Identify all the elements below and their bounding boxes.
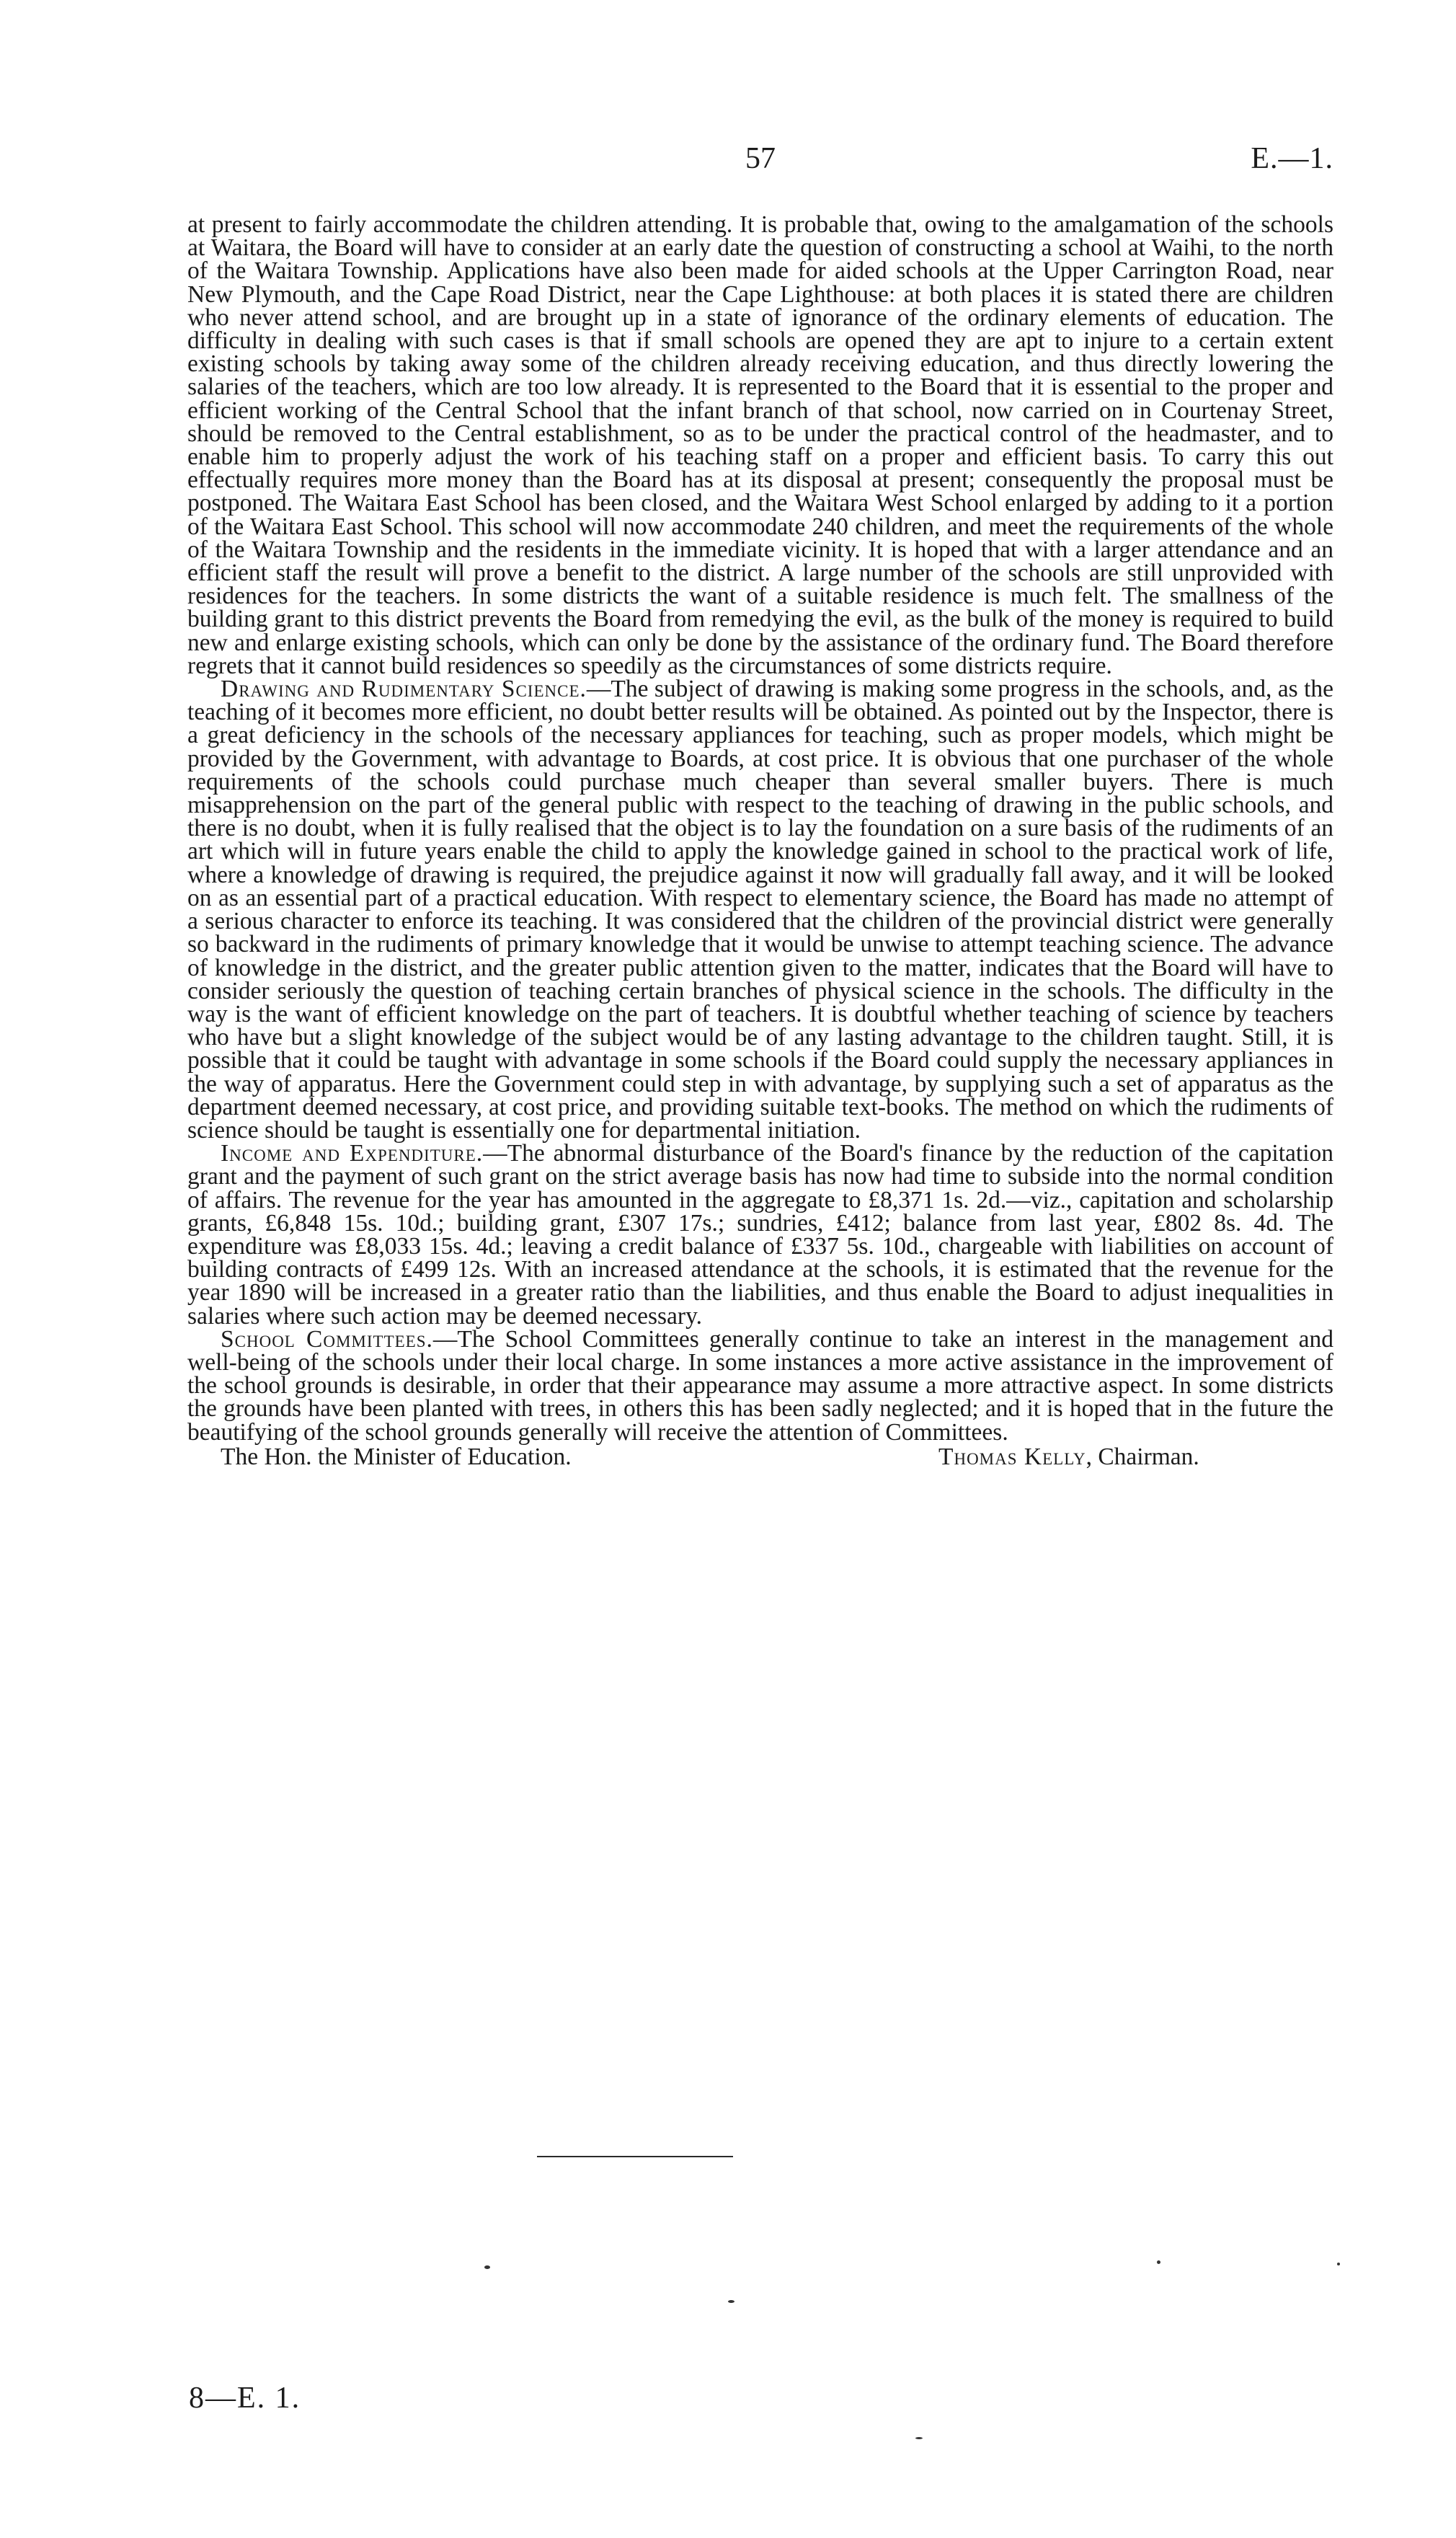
print-speck [1337,2263,1340,2265]
signer-name: Thomas Kelly [938,1443,1086,1470]
paragraph-text: at present to fairly accommodate the children attending. It is probable that, owing to the amalgamation of the schools at Waitara, the Board will have to consider at an early date the question of constructing a school at Waihi, to the north of the Waitara Township. Applications have also been made for aided schools at the Upper Carrington Road, near New Plymouth, and the Cape Road District, near the Cape Lighthouse: at both places it is stated there are children who never attend school, and are brought up in a state of ignorance of the ordinary elements of education. The difficulty in dealing with such cases is that if small schools are opened they are apt to injure to a certain extent existing schools by taking away some of the children already receiving education, and thus directly lowering the salaries of the teachers, which are too low already. It is represented to the Board that it is essential to the proper and efficient working of the Central School that the infant branch of that school, now carried on in Courtenay Street, should be removed to the Central establishment, so as to be under the practical control of the headmaster, and to enable him to properly adjust the work of his teaching staff on a proper and efficient basis. To carry this out effectually requires more money than the Board has at its disposal at present; consequently the proposal must be postponed. The Waitara East School has been closed, and the Waitara West School enlarged by adding to it a portion of the Waitara East School. This school will now accommodate 240 children, and meet the requirements of the whole of the Waitara Township and the residents in the immediate vicinity. It is hoped that with a larger attendance and an efficient staff the result will prove a benefit to the district. A large number of the schools are still unprovided with residences for the teachers. In some districts the want of a suitable residence is much felt. The smallness of the building grant to this district prevents the Board from remedying the evil, as the bulk of the money is required to build new and enlarge existing schools, which can only be done by the assistance of the ordinary fund. The Board therefore regrets that it cannot build residences so speedily as the circumstances of some districts require. [187,211,1333,679]
page-number: 57 [745,142,776,175]
section-heading-income: Income and Expenditure. [221,1140,484,1167]
sheet-reference: 8—E. 1. [189,2382,301,2415]
signer-title: , Chairman. [1086,1443,1199,1470]
paragraph-drawing-science [187,678,1333,1142]
paragraph-text: —The abnormal disturbance of the Board's finance by the reduction of the capitation grant and the payment of such grant on the strict average basis has now had time to subside into the normal condition of affairs. The revenue for the year has amounted in the aggregate to £8,371 1s. 2d.—viz., capitation and scholarship grants, £6,848 15s. 10d.; building grant, £307 17s.; sundries, £412; balance from last year, £802 8s. 4d. The expenditure was £8,033 15s. 4d.; leaving a credit balance of £337 5s. 10d., chargeable with liabilities on account of building contracts of £499 12s. With an increased attendance at the schools, it is estimated that the revenue for the year 1890 will be increased in a greater ratio than the liabilities, and thus enable the Board to adjust inequalities in salaries where such action may be deemed necessary. [187,1140,1333,1330]
print-speck [728,2300,734,2303]
print-speck [915,2437,923,2439]
paragraph-income-expenditure [187,1142,1333,1328]
report-body [187,213,1333,1474]
signature-block [187,1443,1333,1474]
document-reference: E.—1. [1251,142,1333,175]
section-divider [537,2156,733,2157]
print-speck [1157,2260,1160,2264]
print-speck [484,2265,490,2269]
paragraph-text: —The School Committees generally continue to take an interest in the management and well-being of the schools under their local charge. In some instances a more active assistance in the improvement of the school grounds is desirable, in order that their appearance may assume a more attractive aspect. In some districts the grounds have been planted with trees, in others this has been sadly neglected; and it is hoped that in the future the beautifying of the school grounds generally will receive the attention of Committees. [187,1325,1333,1446]
paragraph-school-committees [187,1325,1333,1446]
page-header [187,141,1333,192]
section-heading-committees: School Committees. [221,1325,433,1353]
paragraph-schools [187,213,1333,678]
section-heading-drawing: Drawing and Rudimentary Science. [221,676,587,703]
paragraph-text: —The subject of drawing is making some progress in the schools, and, as the teaching of it becomes more efficient, no doubt better results will be obtained. As pointed out by the Inspector, there is a great deficiency in the schools of the necessary appliances for teaching, such as proper models, which might be provided by the Government, with advantage to Boards, at cost price. It is obvious that one purchaser of the whole requirements of the schools could purchase much cheaper than several smaller buyers. There is much misapprehension on the part of the general public with respect to the teaching of drawing in the public schools, and there is no doubt, when it is fully realised that the object is to lay the foundation on a sure basis of the rudiments of an art which will in future years enable the child to apply the knowledge gained in school to the practical work of life, where a knowledge of drawing is required, the prejudice against it now will gradually fall away, and it will be looked on as an essential part of a practical education. With respect to elementary science, the Board has made no attempt of a serious character to enforce its teaching. It was considered that the children of the provincial district were generally so backward in the rudiments of primary knowledge that it would be unwise to attempt teaching science. The advance of knowledge in the district, and the greater public attention given to the matter, indicates that the Board will have to consider seriously the question of teaching certain branches of physical science in the schools. The difficulty in the way is the want of efficient knowledge on the part of teachers. It is doubtful whether teaching of science by teachers who have but a slight knowledge of the subject would be of any lasting advantage to the children taught. Still, it is possible that it could be taught with advantage in some schools if the Board could supply the necessary appliances in the way of apparatus. Here the Government could step in with advantage, by supplying such a set of apparatus as the department deemed necessary, at cost price, and providing suitable text-books. The method on which the rudiments of science should be taught is essentially one for departmental initiation. [187,676,1333,1144]
addressee: The Hon. the Minister of Education. [221,1443,572,1470]
signer [938,1443,1199,1470]
